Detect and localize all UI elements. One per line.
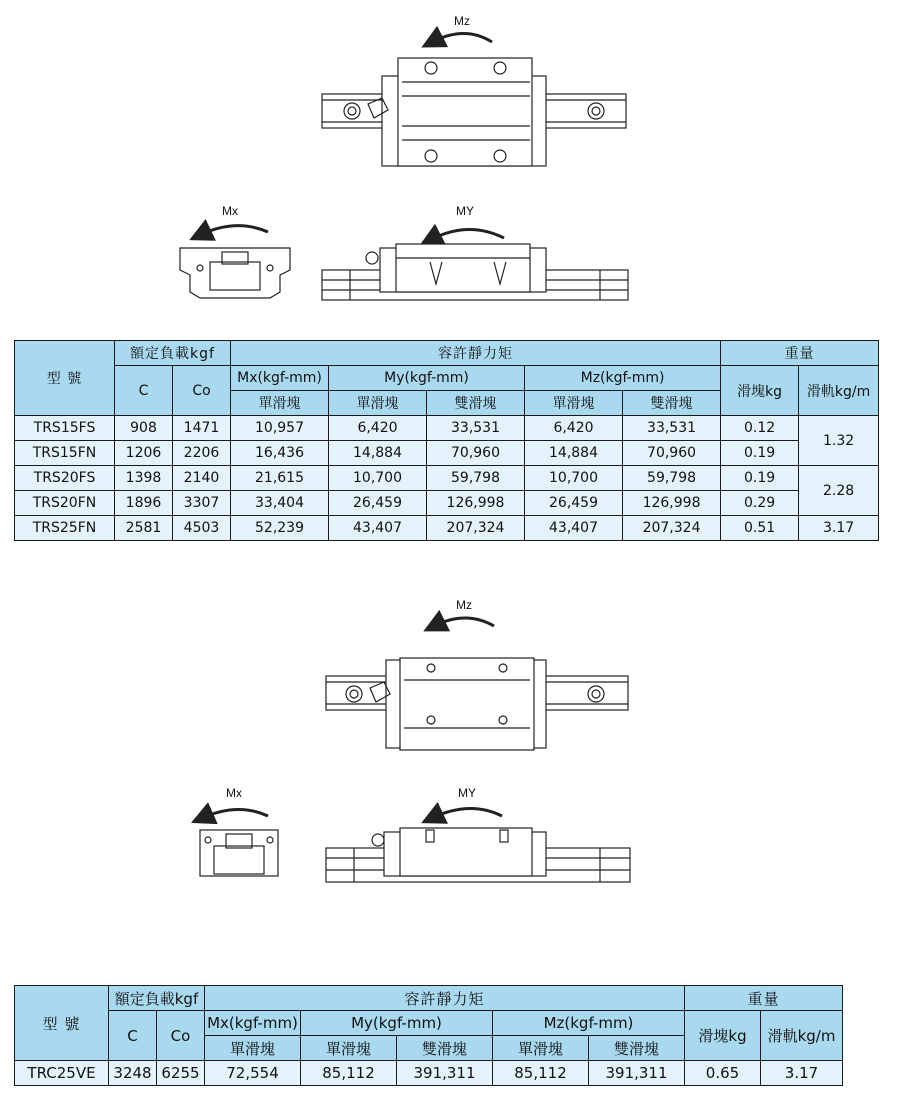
cell-c: 1896 — [115, 491, 173, 516]
mz-label: Mz — [454, 14, 470, 28]
header-mx-single: 單滑塊 — [205, 1036, 301, 1061]
my-label-2: MY — [458, 786, 476, 800]
cell-co: 2206 — [173, 441, 231, 466]
header-my-double: 雙滑塊 — [397, 1036, 493, 1061]
header-rated-load: 額定負載kgf — [115, 341, 231, 366]
cell-rail-kgm: 3.17 — [761, 1061, 843, 1086]
cell-block-kg: 0.29 — [721, 491, 799, 516]
cell-my-single: 43,407 — [329, 516, 427, 541]
cell-rail-kgm: 1.32 — [799, 416, 879, 466]
header-c: C — [109, 1011, 157, 1061]
header-co: Co — [173, 366, 231, 416]
header-mz-single: 單滑塊 — [493, 1036, 589, 1061]
cell-mx: 16,436 — [231, 441, 329, 466]
cell-co: 2140 — [173, 466, 231, 491]
cell-block-kg: 0.19 — [721, 466, 799, 491]
mz-arrow-icon — [434, 618, 494, 626]
cell-my-single: 10,700 — [329, 466, 427, 491]
header-my-double: 雙滑塊 — [427, 391, 525, 416]
my-arrow-icon — [432, 808, 502, 818]
spec-table-2 — [14, 985, 843, 1086]
header-rail-kgm: 滑軌kg/m — [799, 366, 879, 416]
figure1-drawings — [0, 0, 900, 330]
cell-block-kg: 0.12 — [721, 416, 799, 441]
table-row — [15, 491, 879, 516]
spec-table-1 — [14, 340, 879, 541]
cell-my-double: 70,960 — [427, 441, 525, 466]
figure2-drawings — [0, 590, 900, 920]
cell-mz-single: 10,700 — [525, 466, 623, 491]
cell-mz-double: 33,531 — [623, 416, 721, 441]
cell-my-double: 207,324 — [427, 516, 525, 541]
cell-co: 1471 — [173, 416, 231, 441]
cell-mz-single: 26,459 — [525, 491, 623, 516]
cell-model: TRS20FS — [15, 466, 115, 491]
cell-mx: 10,957 — [231, 416, 329, 441]
cell-rail-kgm: 2.28 — [799, 466, 879, 516]
cell-my-double: 59,798 — [427, 466, 525, 491]
my-arrow-icon — [430, 229, 504, 240]
header-mz: Mz(kgf-mm) — [525, 366, 721, 391]
side-view-diagram-2 — [326, 808, 630, 882]
header-rail-kgm: 滑軌kg/m — [761, 1011, 843, 1061]
header-mz: Mz(kgf-mm) — [493, 1011, 685, 1036]
header-mz-double: 雙滑塊 — [589, 1036, 685, 1061]
end-view-diagram-2 — [200, 809, 278, 876]
cell-c: 2581 — [115, 516, 173, 541]
header-my: My(kgf-mm) — [329, 366, 525, 391]
cell-mz-single: 43,407 — [525, 516, 623, 541]
cell-mz-double: 59,798 — [623, 466, 721, 491]
cell-c: 1206 — [115, 441, 173, 466]
cell-rail-kgm: 3.17 — [799, 516, 879, 541]
cell-co: 3307 — [173, 491, 231, 516]
cell-co: 4503 — [173, 516, 231, 541]
header-my-single: 單滑塊 — [329, 391, 427, 416]
header-mz-double: 雙滑塊 — [623, 391, 721, 416]
header-block-kg: 滑塊kg — [685, 1011, 761, 1061]
table-row — [15, 441, 879, 466]
cell-model: TRS15FS — [15, 416, 115, 441]
header-block-kg: 滑塊kg — [721, 366, 799, 416]
header-weight: 重量 — [721, 341, 879, 366]
mx-label: Mx — [222, 204, 238, 218]
mz-label-2: Mz — [456, 598, 472, 612]
cell-my-single: 26,459 — [329, 491, 427, 516]
cell-my-double: 391,311 — [397, 1061, 493, 1086]
table-row — [15, 416, 879, 441]
header-c: C — [115, 366, 173, 416]
header-rated-load: 額定負載kgf — [109, 986, 205, 1011]
cell-co: 6255 — [157, 1061, 205, 1086]
cell-my-single: 85,112 — [301, 1061, 397, 1086]
cell-my-single: 14,884 — [329, 441, 427, 466]
cell-block-kg: 0.19 — [721, 441, 799, 466]
top-view-diagram-2 — [326, 618, 628, 750]
cell-mx: 52,239 — [231, 516, 329, 541]
cell-model: TRS25FN — [15, 516, 115, 541]
mx-label-2: Mx — [226, 786, 242, 800]
header-mx: Mx(kgf-mm) — [231, 366, 329, 391]
header-mx-single: 單滑塊 — [231, 391, 329, 416]
header-static-moment: 容許靜力矩 — [231, 341, 721, 366]
cell-model: TRS15FN — [15, 441, 115, 466]
table-row — [15, 516, 879, 541]
cell-mz-single: 14,884 — [525, 441, 623, 466]
table-row — [15, 1061, 843, 1086]
cell-my-double: 33,531 — [427, 416, 525, 441]
cell-mz-single: 6,420 — [525, 416, 623, 441]
mx-arrow-icon — [200, 226, 268, 235]
cell-mz-single: 85,112 — [493, 1061, 589, 1086]
cell-block-kg: 0.51 — [721, 516, 799, 541]
header-weight: 重量 — [685, 986, 843, 1011]
side-view-diagram — [322, 229, 628, 300]
table-row — [15, 466, 879, 491]
header-model: 型 號 — [15, 341, 115, 416]
cell-mz-double: 126,998 — [623, 491, 721, 516]
cell-model: TRS20FN — [15, 491, 115, 516]
cell-model: TRC25VE — [15, 1061, 109, 1086]
top-view-diagram — [322, 34, 626, 167]
cell-mz-double: 207,324 — [623, 516, 721, 541]
cell-mx: 72,554 — [205, 1061, 301, 1086]
cell-mx: 21,615 — [231, 466, 329, 491]
cell-mx: 33,404 — [231, 491, 329, 516]
my-label: MY — [456, 204, 474, 218]
cell-c: 3248 — [109, 1061, 157, 1086]
cell-mz-double: 391,311 — [589, 1061, 685, 1086]
mz-arrow-icon — [432, 34, 492, 43]
cell-c: 908 — [115, 416, 173, 441]
cell-c: 1398 — [115, 466, 173, 491]
header-model: 型 號 — [15, 986, 109, 1061]
header-mx: Mx(kgf-mm) — [205, 1011, 301, 1036]
header-my: My(kgf-mm) — [301, 1011, 493, 1036]
header-static-moment: 容許靜力矩 — [205, 986, 685, 1011]
header-mz-single: 單滑塊 — [525, 391, 623, 416]
cell-block-kg: 0.65 — [685, 1061, 761, 1086]
cell-my-single: 6,420 — [329, 416, 427, 441]
end-view-diagram — [180, 226, 290, 298]
header-my-single: 單滑塊 — [301, 1036, 397, 1061]
cell-mz-double: 70,960 — [623, 441, 721, 466]
mx-arrow-icon — [202, 809, 268, 818]
header-co: Co — [157, 1011, 205, 1061]
cell-my-double: 126,998 — [427, 491, 525, 516]
